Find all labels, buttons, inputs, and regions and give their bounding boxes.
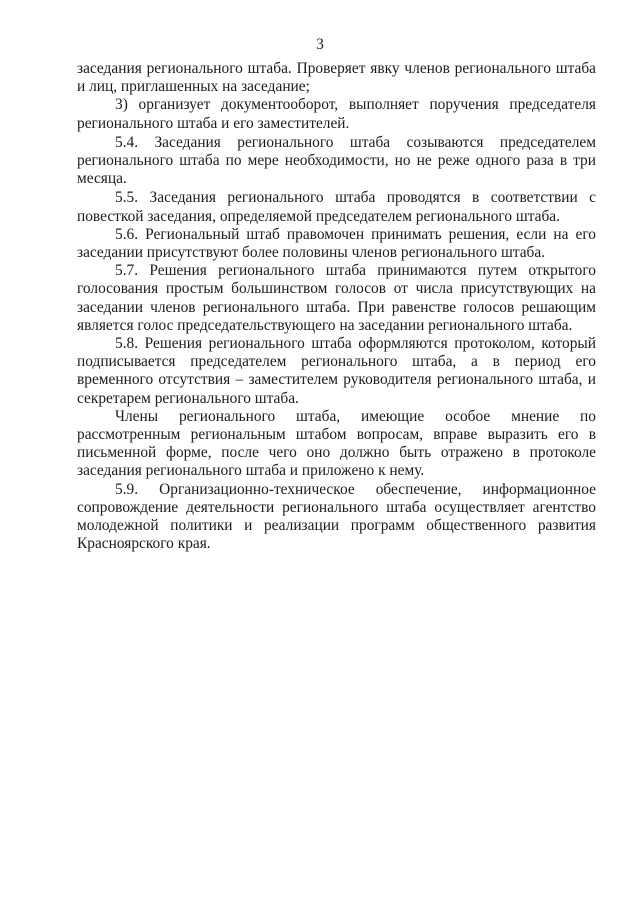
paragraph-5-6: 5.6. Региональный штаб правомочен принимать решения, если на его заседании присутствуют более половины членов регионального штаба.: [77, 225, 596, 262]
page-number: 3: [316, 36, 324, 53]
paragraph-special-opinion: Члены регионального штаба, имеющие особое мнение по рассмотренным региональным штабом вопросам, вправе выразить его в письменной форме, после чего оно должно быть отражено в протоколе заседания регионального штаба и приложено к нему.: [77, 407, 596, 480]
paragraph-continuation: заседания регионального штаба. Проверяет явку членов регионального штаба и лиц, приглашенных на заседание;: [77, 60, 596, 96]
paragraph-5-9: 5.9. Организационно-техническое обеспечение, информационное сопровождение деятельности регионального штаба осуществляет агентство молодежной политики и реализации программ общественного развития Красноярского края.: [77, 480, 596, 553]
paragraph-item-3: 3) организует документооборот, выполняет поручения председателя регионального штаба и его заместителей.: [77, 96, 596, 132]
paragraph-5-7: 5.7. Решения регионального штаба принимаются путем открытого голосования простым большинством голосов от числа присутствующих на заседании членов регионального штаба. При равенстве голосов решающим является голос председательствующего на заседании регионального штаба.: [77, 262, 596, 334]
document-body: [77, 60, 596, 553]
paragraph-5-8: 5.8. Решения регионального штаба оформляются протоколом, который подписывается председателем регионального штаба, а в период его временного отсутствия – заместителем руководителя регионального штаба, и секретарем регионального штаба.: [77, 335, 596, 407]
paragraph-5-4: 5.4. Заседания регионального штаба созываются председателем регионального штаба по мере необходимости, но не реже одного раза в три месяца.: [77, 133, 596, 188]
paragraph-5-5: 5.5. Заседания регионального штаба проводятся в соответствии с повесткой заседания, определяемой председателем регионального штаба.: [77, 189, 596, 225]
